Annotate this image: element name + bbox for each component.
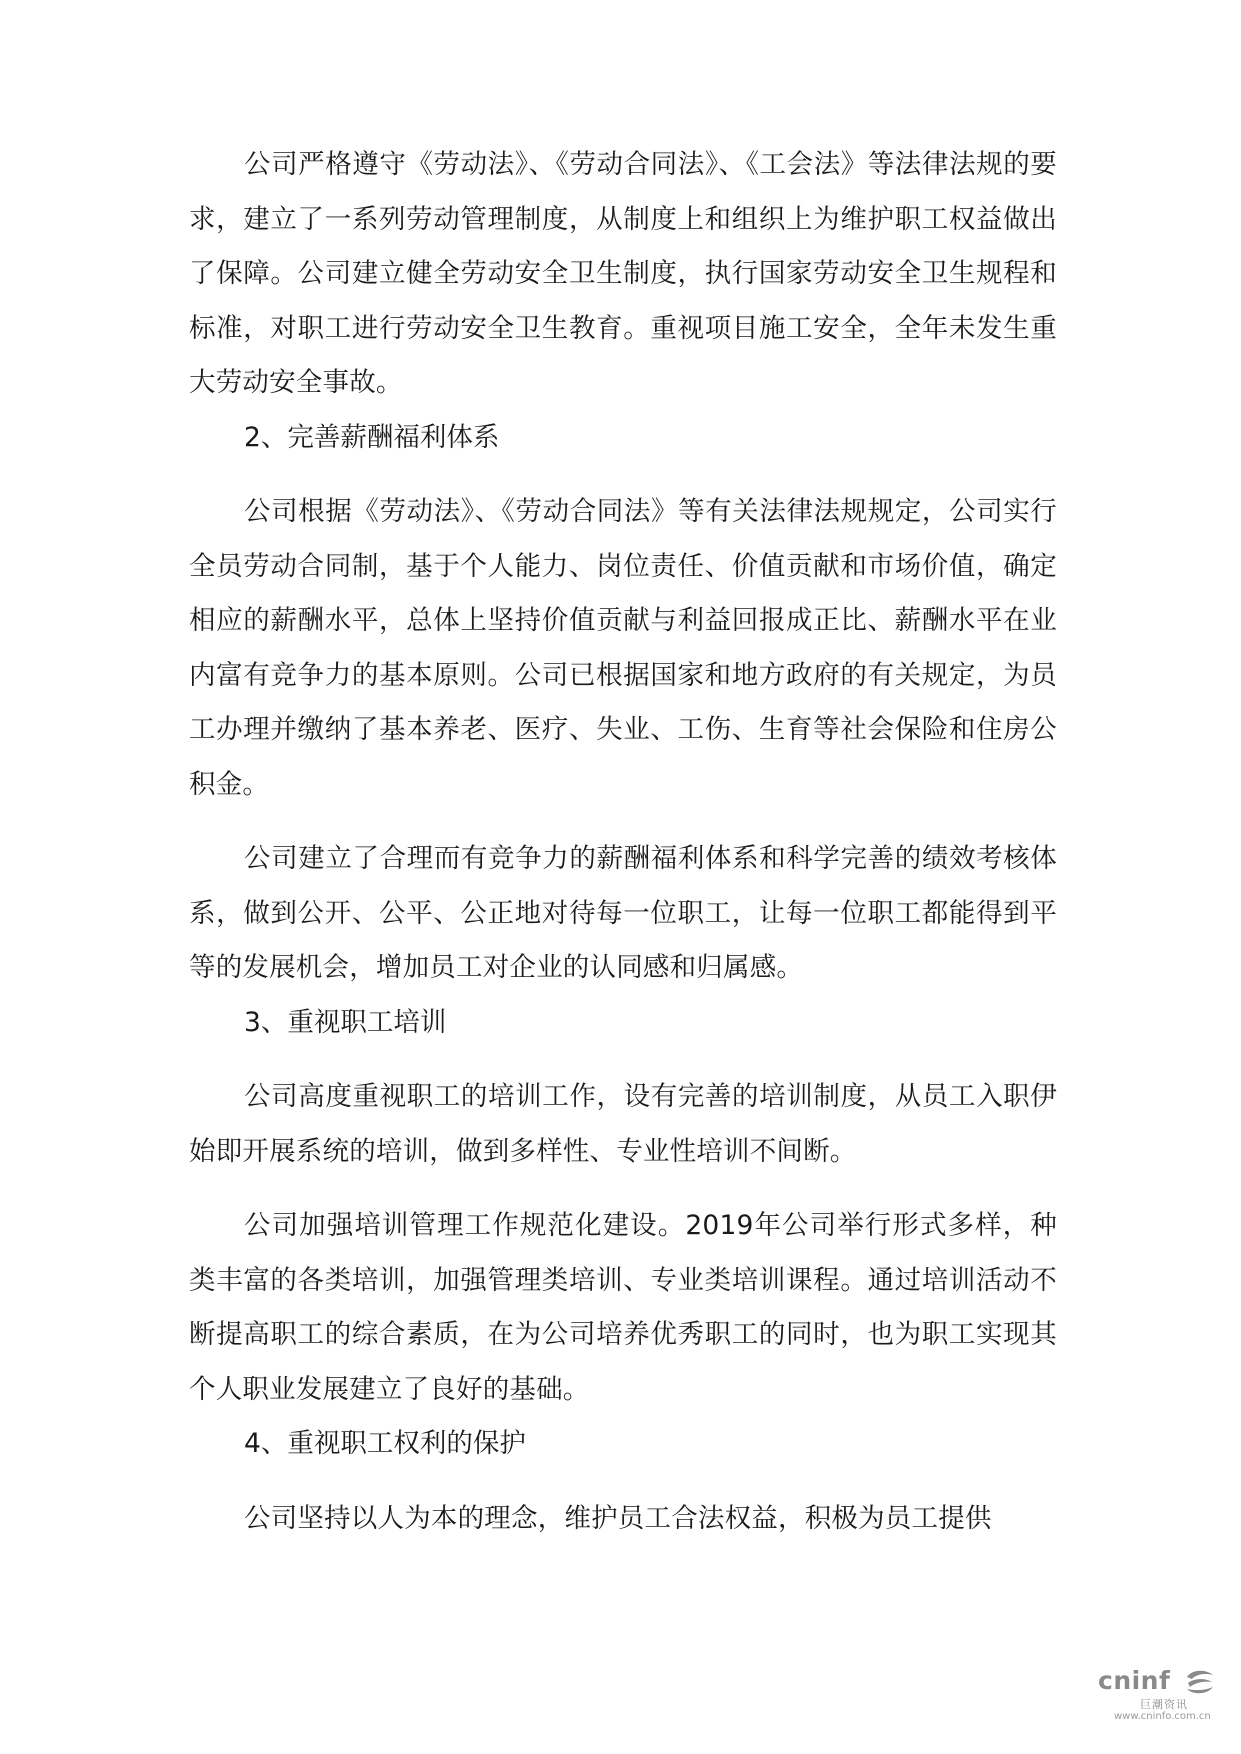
- cninf-swirl-icon: [1184, 1668, 1216, 1696]
- paragraph-compensation-policy: 公司根据《劳动法》、《劳动合同法》等有关法律法规规定，公司实行全员劳动合同制，基于个人能力、岗位责任、价值贡献和市场价值，确定相应的薪酬水平，总体上坚持价值贡献与利益回报成正比、薪酬水平在业内富有竞争力的基本原则。公司已根据国家和地方政府的有关规定，为员工办理并缴纳了基本养老、医疗、失业、工伤、生育等社会保险和住房公积金。: [189, 496, 1057, 800]
- document-body: [189, 138, 1057, 1546]
- paragraph-performance-system: 公司建立了合理而有竞争力的薪酬福利体系和科学完善的绩效考核体系，做到公开、公平、公正地对待每一位职工，让每一位职工都能得到平等的发展机会，增加员工对企业的认同感和归属感。: [189, 843, 1057, 983]
- paragraph-rights-protection: 公司坚持以人为本的理念，维护员工合法权益，积极为员工提供: [244, 1502, 992, 1534]
- cninf-watermark-logo: [1098, 1666, 1228, 1726]
- paragraph-training-2019: 公司加强培训管理工作规范化建设。2019年公司举行形式多样，种类丰富的各类培训，加强管理类培训、专业类培训课程。通过培训活动不断提高职工的综合素质，在为公司培养优秀职工的同时，也为职工实现其个人职业发展建立了良好的基础。: [189, 1210, 1057, 1405]
- watermark-url: www.cninfo.com.cn: [1114, 1711, 1211, 1722]
- section-heading-training: 3、重视职工培训: [244, 1006, 447, 1038]
- paragraph-labor-law: 公司严格遵守《劳动法》、《劳动合同法》、《工会法》等法律法规的要求，建立了一系列劳动管理制度，从制度上和组织上为维护职工权益做出了保障。公司建立健全劳动安全卫生制度，执行国家劳动安全卫生规程和标准，对职工进行劳动安全卫生教育。重视项目施工安全，全年未发生重大劳动安全事故。: [189, 149, 1057, 398]
- section-heading-rights: 4、重视职工权利的保护: [244, 1428, 526, 1459]
- watermark-brand: cninf: [1098, 1666, 1171, 1695]
- section-heading-compensation: 2、完善薪酬福利体系: [244, 421, 500, 453]
- watermark-brand-cn: 巨潮资讯: [1140, 1698, 1188, 1711]
- paragraph-training-system: 公司高度重视职工的培训工作，设有完善的培训制度，从员工入职伊始即开展系统的培训，做到多样性、专业性培训不间断。: [189, 1081, 1057, 1167]
